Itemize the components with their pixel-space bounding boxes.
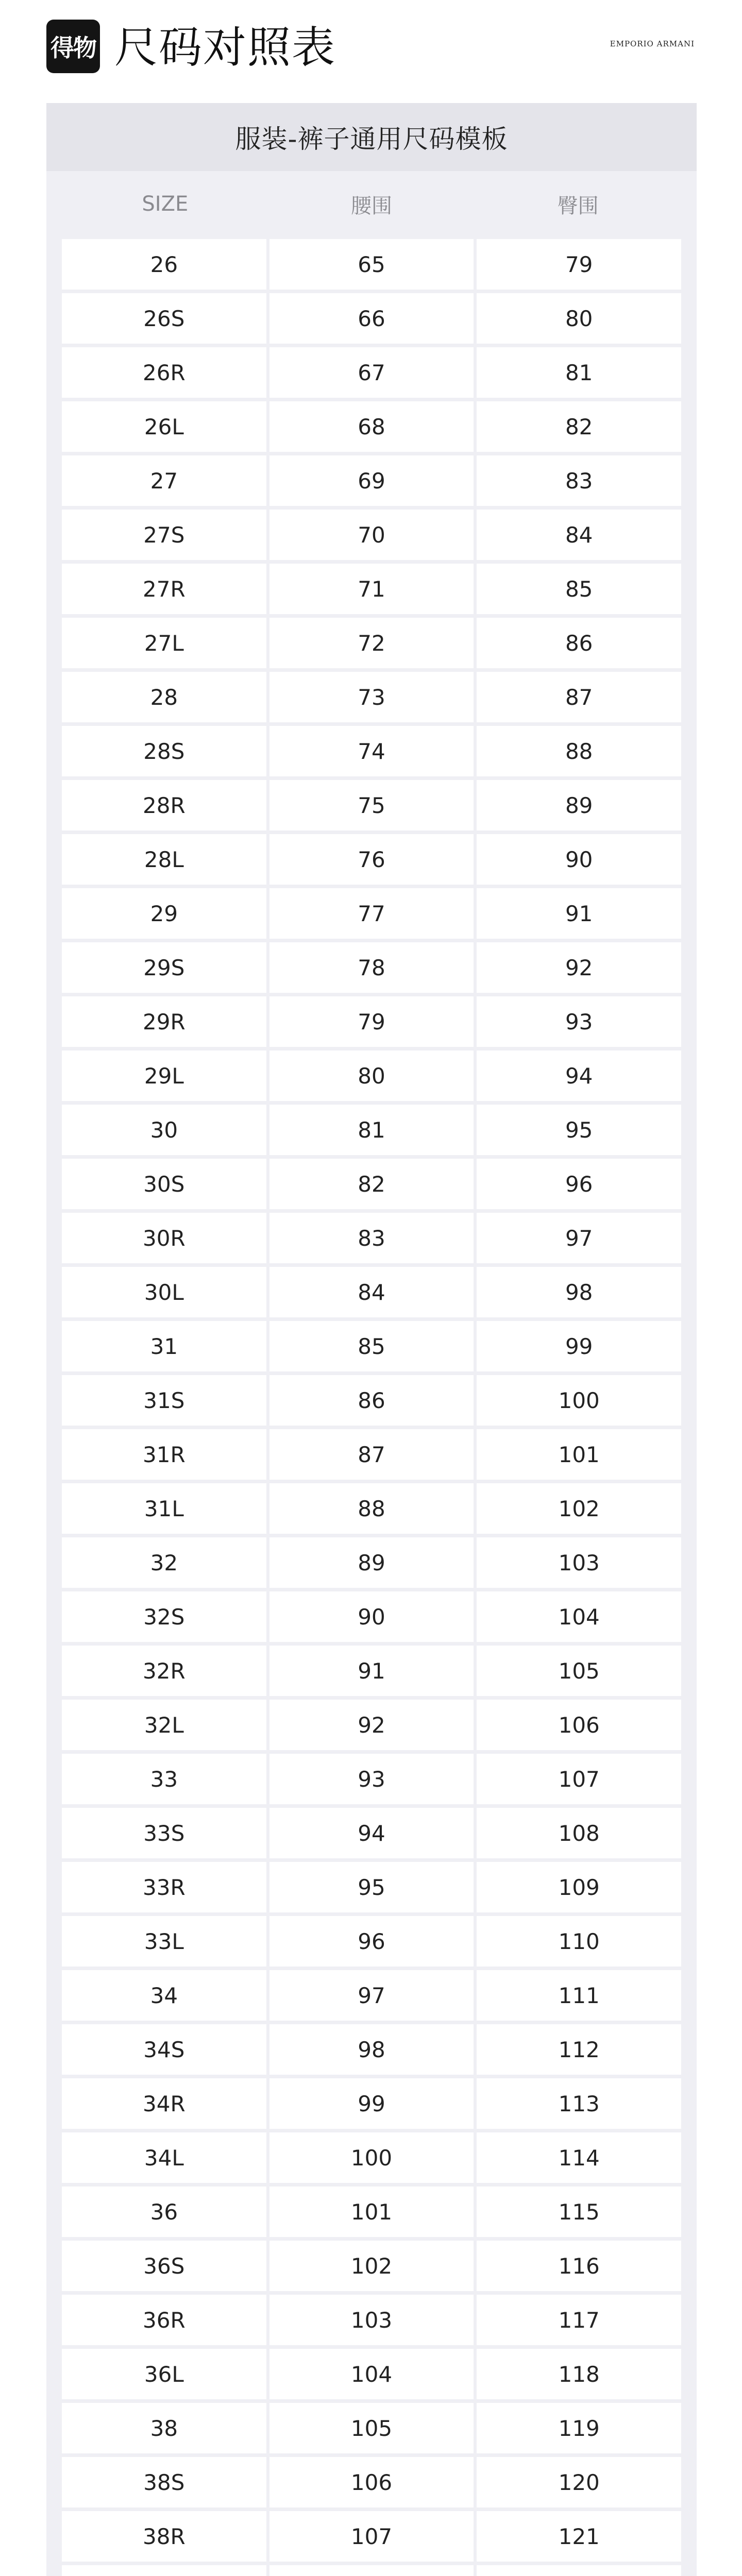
cell-size: 38S <box>62 2457 266 2507</box>
table-row <box>62 2295 681 2345</box>
cell-waist: 81 <box>269 1105 474 1155</box>
cell-hip: 95 <box>477 1105 681 1155</box>
table-row <box>62 942 681 993</box>
cell-waist: 98 <box>269 2024 474 2075</box>
table-row <box>62 1970 681 2021</box>
cell-size: 27L <box>62 618 266 668</box>
cell-size: 28 <box>62 672 266 722</box>
cell-size: 38R <box>62 2511 266 2562</box>
cell-waist: 76 <box>269 834 474 885</box>
cell-hip: 118 <box>477 2349 681 2399</box>
cell-waist: 93 <box>269 1754 474 1804</box>
size-table-panel <box>46 103 697 2576</box>
cell-waist: 84 <box>269 1267 474 1317</box>
cell-hip: 108 <box>477 1808 681 1858</box>
cell-waist: 70 <box>269 510 474 560</box>
cell-waist: 68 <box>269 401 474 452</box>
table-row <box>62 510 681 560</box>
cell-waist: 83 <box>269 1213 474 1263</box>
table-row <box>62 726 681 776</box>
cell-hip: 89 <box>477 780 681 831</box>
table-row <box>62 1916 681 1967</box>
cell-waist: 67 <box>269 347 474 398</box>
cell-hip: 99 <box>477 1321 681 1371</box>
cell-size: 28L <box>62 834 266 885</box>
cell-size: 29S <box>62 942 266 993</box>
table-row <box>62 1754 681 1804</box>
cell-hip: 82 <box>477 401 681 452</box>
cell-size: 33S <box>62 1808 266 1858</box>
table-row <box>62 347 681 398</box>
cell-waist: 79 <box>269 996 474 1047</box>
cell-waist: 97 <box>269 1970 474 2021</box>
header-size: SIZE <box>142 192 189 216</box>
cell-hip: 83 <box>477 455 681 506</box>
page-title: 尺码对照表 <box>114 22 336 73</box>
cell-hip: 80 <box>477 293 681 344</box>
cell-size: 27S <box>62 510 266 560</box>
cell-hip: 111 <box>477 1970 681 2021</box>
cell-hip: 86 <box>477 618 681 668</box>
cell-waist: 71 <box>269 564 474 614</box>
cell-size: 26L <box>62 401 266 452</box>
cell-waist: 73 <box>269 672 474 722</box>
cell-size: 32R <box>62 1646 266 1696</box>
cell-waist: 78 <box>269 942 474 993</box>
page-header <box>0 0 742 93</box>
cell-size: 36L <box>62 2349 266 2399</box>
table-row <box>62 455 681 506</box>
table-row <box>62 888 681 939</box>
cell-hip: 106 <box>477 1700 681 1750</box>
cell-waist: 96 <box>269 1916 474 1967</box>
cell-size: 34R <box>62 2078 266 2129</box>
table-row <box>62 2024 681 2075</box>
table-row <box>62 1537 681 1588</box>
cell-hip: 103 <box>477 1537 681 1588</box>
table-row <box>62 672 681 722</box>
table-row <box>62 618 681 668</box>
table-body <box>62 239 681 2576</box>
cell-hip: 113 <box>477 2078 681 2129</box>
cell-waist: 65 <box>269 239 474 290</box>
app-logo: 得物 <box>46 20 100 73</box>
cell-waist: 92 <box>269 1700 474 1750</box>
cell-hip: 121 <box>477 2511 681 2562</box>
cell-waist: 87 <box>269 1429 474 1480</box>
cell-size: 29 <box>62 888 266 939</box>
cell-hip: 84 <box>477 510 681 560</box>
cell-size: 30S <box>62 1159 266 1209</box>
table-title: 服装-裤子通用尺码模板 <box>46 103 697 171</box>
cell-size: 34S <box>62 2024 266 2075</box>
table-row <box>62 1429 681 1480</box>
table-row <box>62 1321 681 1371</box>
cell-hip: 94 <box>477 1050 681 1101</box>
table-row <box>62 1862 681 1912</box>
table-row <box>62 1213 681 1263</box>
cell-size: 36S <box>62 2241 266 2291</box>
cell-hip <box>477 2565 681 2576</box>
cell-size: 29R <box>62 996 266 1047</box>
cell-hip: 116 <box>477 2241 681 2291</box>
table-row <box>62 1808 681 1858</box>
table-header <box>62 178 681 230</box>
table-row <box>62 996 681 1047</box>
cell-size: 26R <box>62 347 266 398</box>
cell-size: 29L <box>62 1050 266 1101</box>
header-waist: 腰围 <box>351 194 392 218</box>
cell-hip: 102 <box>477 1483 681 1534</box>
cell-size <box>62 2565 266 2576</box>
cell-hip: 120 <box>477 2457 681 2507</box>
cell-hip: 98 <box>477 1267 681 1317</box>
cell-waist: 103 <box>269 2295 474 2345</box>
header-hip: 臀围 <box>557 194 599 218</box>
table-row <box>62 2565 681 2576</box>
cell-hip: 104 <box>477 1591 681 1642</box>
cell-waist: 80 <box>269 1050 474 1101</box>
table-row <box>62 834 681 885</box>
cell-size: 33L <box>62 1916 266 1967</box>
cell-size: 36R <box>62 2295 266 2345</box>
cell-hip: 107 <box>477 1754 681 1804</box>
cell-waist: 89 <box>269 1537 474 1588</box>
cell-hip: 88 <box>477 726 681 776</box>
table-row <box>62 564 681 614</box>
cell-size: 31S <box>62 1375 266 1426</box>
table-row <box>62 293 681 344</box>
cell-size: 28S <box>62 726 266 776</box>
cell-waist: 99 <box>269 2078 474 2129</box>
table-row <box>62 1591 681 1642</box>
cell-size: 31 <box>62 1321 266 1371</box>
cell-size: 31L <box>62 1483 266 1534</box>
cell-size: 34 <box>62 1970 266 2021</box>
table-row <box>62 2187 681 2237</box>
cell-waist: 94 <box>269 1808 474 1858</box>
cell-waist: 101 <box>269 2187 474 2237</box>
cell-waist: 105 <box>269 2403 474 2453</box>
table-row <box>62 2349 681 2399</box>
table-row <box>62 2241 681 2291</box>
cell-size: 26 <box>62 239 266 290</box>
cell-hip: 87 <box>477 672 681 722</box>
table-row <box>62 239 681 290</box>
cell-waist: 88 <box>269 1483 474 1534</box>
cell-waist: 86 <box>269 1375 474 1426</box>
cell-size: 34L <box>62 2132 266 2183</box>
cell-waist: 104 <box>269 2349 474 2399</box>
cell-size: 28R <box>62 780 266 831</box>
brand-logo: EMPORIO ARMANI <box>610 39 695 48</box>
cell-hip: 115 <box>477 2187 681 2237</box>
table-row <box>62 2457 681 2507</box>
cell-size: 30L <box>62 1267 266 1317</box>
cell-waist: 100 <box>269 2132 474 2183</box>
cell-hip: 85 <box>477 564 681 614</box>
cell-size: 27R <box>62 564 266 614</box>
cell-waist: 77 <box>269 888 474 939</box>
cell-size: 27 <box>62 455 266 506</box>
cell-size: 31R <box>62 1429 266 1480</box>
cell-waist: 107 <box>269 2511 474 2562</box>
cell-hip: 81 <box>477 347 681 398</box>
cell-waist: 102 <box>269 2241 474 2291</box>
cell-hip: 109 <box>477 1862 681 1912</box>
table-row <box>62 2132 681 2183</box>
table-row <box>62 1375 681 1426</box>
table-row <box>62 1159 681 1209</box>
table-row <box>62 1050 681 1101</box>
table-row <box>62 1646 681 1696</box>
cell-waist: 106 <box>269 2457 474 2507</box>
cell-waist: 82 <box>269 1159 474 1209</box>
table-row <box>62 780 681 831</box>
cell-hip: 92 <box>477 942 681 993</box>
table-row <box>62 1267 681 1317</box>
table-row <box>62 2078 681 2129</box>
cell-hip: 119 <box>477 2403 681 2453</box>
cell-size: 32L <box>62 1700 266 1750</box>
cell-waist: 66 <box>269 293 474 344</box>
cell-hip: 101 <box>477 1429 681 1480</box>
cell-hip: 114 <box>477 2132 681 2183</box>
cell-size: 26S <box>62 293 266 344</box>
table-row <box>62 2403 681 2453</box>
cell-hip: 97 <box>477 1213 681 1263</box>
cell-waist: 85 <box>269 1321 474 1371</box>
cell-size: 30 <box>62 1105 266 1155</box>
cell-hip: 100 <box>477 1375 681 1426</box>
cell-hip: 96 <box>477 1159 681 1209</box>
cell-size: 33R <box>62 1862 266 1912</box>
cell-size: 32S <box>62 1591 266 1642</box>
cell-waist: 72 <box>269 618 474 668</box>
cell-hip: 90 <box>477 834 681 885</box>
cell-waist: 91 <box>269 1646 474 1696</box>
cell-hip: 117 <box>477 2295 681 2345</box>
cell-hip: 105 <box>477 1646 681 1696</box>
cell-waist: 75 <box>269 780 474 831</box>
cell-hip: 112 <box>477 2024 681 2075</box>
cell-size: 36 <box>62 2187 266 2237</box>
cell-size: 33 <box>62 1754 266 1804</box>
cell-waist: 95 <box>269 1862 474 1912</box>
cell-size: 32 <box>62 1537 266 1588</box>
cell-waist <box>269 2565 474 2576</box>
table-row <box>62 1700 681 1750</box>
table-row <box>62 2511 681 2562</box>
table-row <box>62 401 681 452</box>
cell-waist: 69 <box>269 455 474 506</box>
table-row <box>62 1105 681 1155</box>
cell-size: 30R <box>62 1213 266 1263</box>
cell-hip: 110 <box>477 1916 681 1967</box>
cell-size: 38 <box>62 2403 266 2453</box>
cell-waist: 74 <box>269 726 474 776</box>
cell-hip: 79 <box>477 239 681 290</box>
cell-waist: 90 <box>269 1591 474 1642</box>
cell-hip: 91 <box>477 888 681 939</box>
table-row <box>62 1483 681 1534</box>
cell-hip: 93 <box>477 996 681 1047</box>
